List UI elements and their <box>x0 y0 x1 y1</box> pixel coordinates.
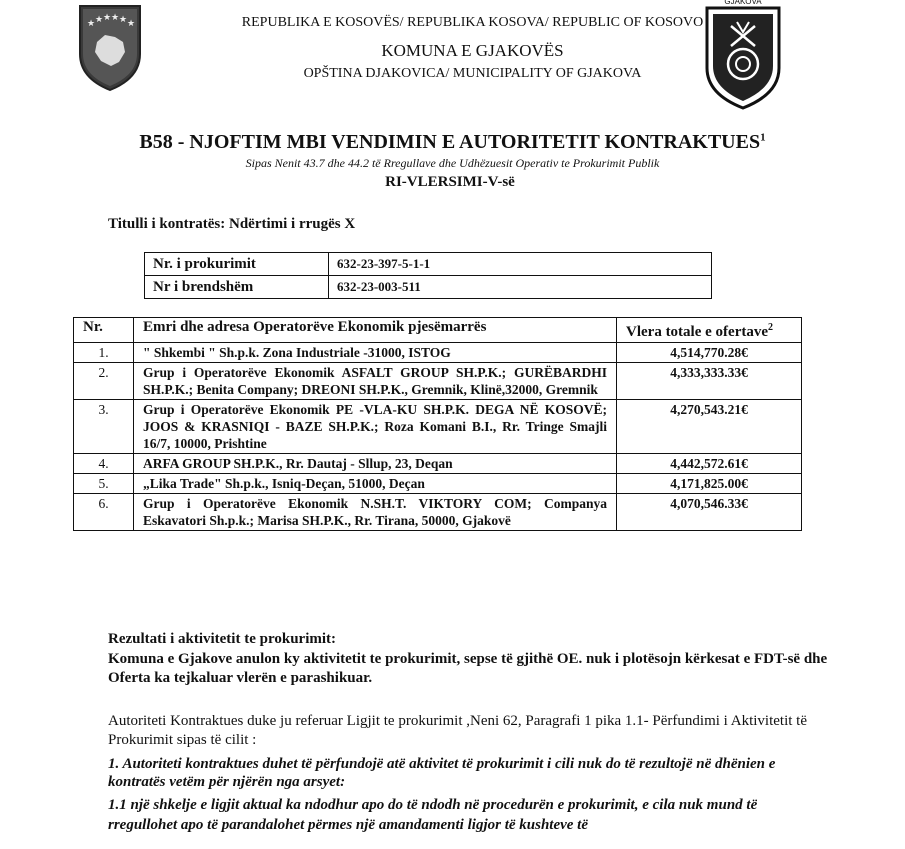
legal-point-1: 1. Autoriteti kontraktues duhet të përfundojë atë aktivitet të prokurimit i cili nuk do të rezultojë në dhënien e kontratës vetëm për njërën nga arsyet: <box>108 756 776 790</box>
table-row <box>74 363 802 400</box>
header-municipality-translations: OPŠTINA DJAKOVICA/ MUNICIPALITY OF GJAKOVA <box>303 66 642 81</box>
column-header-nr: Nr. <box>74 318 134 343</box>
legal-point-1-1: 1.1 një shkelje e ligjit aktual ka ndodhur apo do të ndodh në procedurën e prokurimit, e cila nuk mund të rregullohet apo të parandalohet përmes një amandamenti ligjor të kushteve të <box>108 797 758 833</box>
offer-value: 4,171,825.00€ <box>617 474 802 494</box>
result-label: Rezultati i aktivitetit te prokurimit: <box>108 631 337 647</box>
title-footnote: 1 <box>760 131 766 144</box>
offer-nr: 1. <box>74 343 134 363</box>
document-title <box>0 131 905 154</box>
offer-operator: „Lika Trade" Sh.p.k., Isniq-Deçan, 51000, Deçan <box>134 474 617 494</box>
gjakova-emblem-caption: GJAKOVA <box>724 0 762 6</box>
offer-value: 4,442,572.61€ <box>617 454 802 474</box>
offer-operator: Grup i Operatorëve Ekonomik N.SH.T. VIKTORY COM; Companya Eskavatori Sh.p.k.; Marisa SH.P.K., Rr. Tirana, 50000, Gjakovë <box>134 494 617 531</box>
column-header-operator <box>134 318 617 343</box>
internal-number-label: Nr i brendshëm <box>145 276 329 299</box>
table-row <box>74 454 802 474</box>
offer-operator: " Shkembi " Sh.p.k. Zona Industriale -31000, ISTOG <box>134 343 617 363</box>
procurement-number-value: 632-23-397-5-1-1 <box>329 253 712 276</box>
offer-nr: 4. <box>74 454 134 474</box>
table-row <box>145 253 712 276</box>
column-header-total-value-text: Vlera totale e ofertave <box>626 324 769 340</box>
table-header-row <box>74 318 802 343</box>
column-header-footnote: 2 <box>768 322 774 333</box>
svg-text:★: ★ <box>111 13 120 23</box>
offer-value: 4,514,770.28€ <box>617 343 802 363</box>
contract-title: Titulli i kontratës: Ndërtimi i rrugës X <box>108 216 356 232</box>
offer-operator: ARFA GROUP SH.P.K., Rr. Dautaj - Sllup, 23, Deqan <box>134 454 617 474</box>
procurement-number-table <box>144 252 712 299</box>
header-municipality-line: KOMUNA E GJAKOVËS <box>381 41 564 60</box>
result-text: Komuna e Gjakove anulon ky aktivitetit te prokurimit, sepse të gjithë OE. nuk i plotësojn kërkesat e FDT-së dhe Oferta ka tejkaluar vlerën e parashikuar. <box>108 651 828 686</box>
offer-nr: 2. <box>74 363 134 400</box>
table-row <box>145 276 712 299</box>
offer-value: 4,270,543.21€ <box>617 400 802 454</box>
offer-nr: 5. <box>74 474 134 494</box>
svg-text:★: ★ <box>95 15 104 25</box>
document-subtitle-reevaluation: RI-VLERSIMI-V-së <box>385 174 515 190</box>
document-subtitle: Sipas Nenit 43.7 dhe 44.2 të Rregullave dhe Udhëzuesit Operativ te Prokurimit Publik <box>245 156 660 170</box>
offer-value: 4,333,333.33€ <box>617 363 802 400</box>
svg-text:★: ★ <box>87 19 96 29</box>
offer-nr: 6. <box>74 494 134 531</box>
offer-operator: Grup i Operatorëve Ekonomik PE -VLA-KU SH.P.K. DEGA NË KOSOVË; JOOS & KRASNIQI - BAZE SH.P.K.; Roza Komani B.I., Rr. Tringe Smajli 16/7, 10000, Prishtine <box>134 400 617 454</box>
procurement-number-label: Nr. i prokurimit <box>145 253 329 276</box>
offers-table <box>73 317 802 531</box>
table-row <box>74 400 802 454</box>
document-title-text: B58 - NJOFTIM MBI VENDIMIN E AUTORITETIT KONTRAKTUES <box>139 131 761 153</box>
legal-reference-text: Autoriteti Kontraktues duke ju referuar Ligjit te prokurimit ,Neni 62, Paragrafi 1 pika 1.1- Përfundimi i Aktivitetit të Prokurimit sipas të cilit : <box>108 713 808 748</box>
column-header-total-value <box>617 318 802 343</box>
header-country-line: REPUBLIKA E KOSOVËS/ REPUBLIKA KOSOVA/ REPUBLIC OF KOSOVO <box>241 15 704 30</box>
gjakova-municipal-emblem-icon <box>703 0 783 110</box>
offer-nr: 3. <box>74 400 134 454</box>
offer-operator: Grup i Operatorëve Ekonomik ASFALT GROUP SH.P.K.; GURËBARDHI SH.P.K.; Benita Company; DREONI SH.P.K., Gremnik, Klinë,32000, Gremnik <box>134 363 617 400</box>
svg-text:★: ★ <box>119 15 128 25</box>
svg-text:★: ★ <box>103 13 112 23</box>
internal-number-value: 632-23-003-511 <box>329 276 712 299</box>
offer-value: 4,070,546.33€ <box>617 494 802 531</box>
column-header-operator-text: Emri dhe adresa Operatorëve Ekonomik pjesëmarrës <box>143 319 487 335</box>
table-row <box>74 494 802 531</box>
svg-text:★: ★ <box>127 19 136 29</box>
table-row <box>74 343 802 363</box>
table-row <box>74 474 802 494</box>
